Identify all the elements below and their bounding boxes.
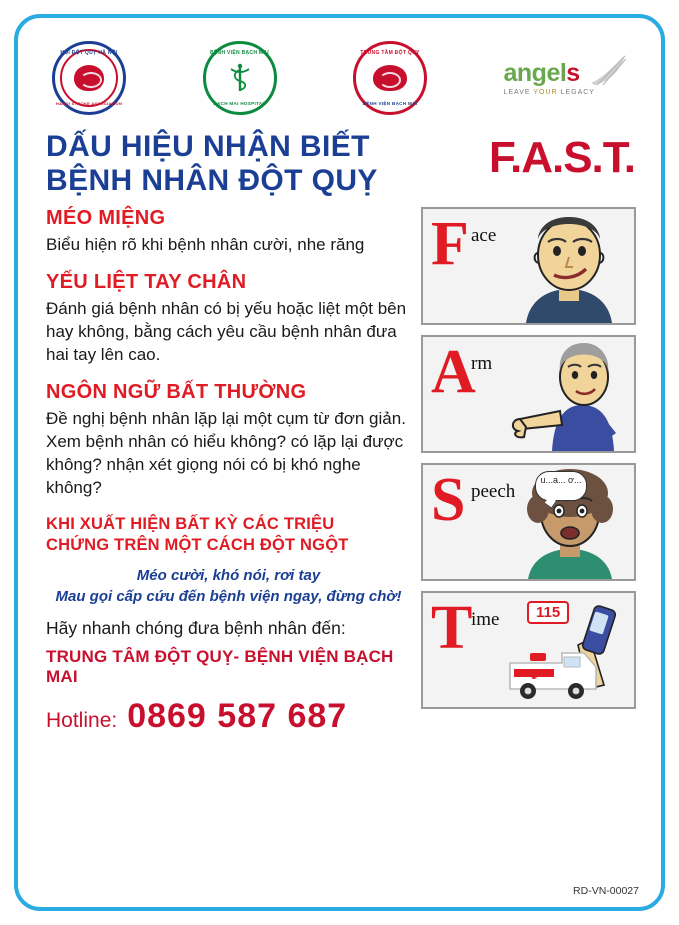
fast-letter-t: T bbox=[431, 594, 473, 663]
caduceus-icon bbox=[223, 61, 257, 95]
fast-word-time: ime bbox=[471, 609, 500, 631]
section-body-arm: Đánh giá bệnh nhân có bị yếu hoặc liệt một bên hay không, bằng cách yêu cầu bệnh nhân đưa hai tay lên cao. bbox=[46, 299, 407, 364]
angels-wordmark bbox=[503, 58, 580, 87]
section-body-face: Biểu hiện rõ khi bệnh nhân cười, nhe răng bbox=[46, 235, 365, 255]
bring-patient-text: Hãy nhanh chóng đưa bệnh nhân đến: bbox=[46, 618, 346, 639]
fast-card-face bbox=[421, 207, 636, 325]
fast-letter-f: F bbox=[431, 210, 469, 279]
page-title bbox=[46, 130, 378, 197]
logo-stroke-center-bach-mai bbox=[353, 41, 427, 115]
section-heading-arm: YẾU LIỆT TAY CHÂN bbox=[46, 271, 247, 294]
title-line-1: DẤU HIỆU NHẬN BIẾT bbox=[46, 130, 370, 163]
hotline-number[interactable]: 0869 587 687 bbox=[127, 697, 348, 736]
logo-bachmai-ring-bottom: BACH MAI HOSPITAL bbox=[213, 101, 266, 106]
fast-letter-a: A bbox=[431, 338, 476, 407]
brain-icon bbox=[373, 65, 407, 91]
logo-hanoi-ring-top: HỘI ĐỘT QUỴ HÀ NỘI bbox=[60, 50, 118, 56]
brain-icon bbox=[74, 65, 104, 91]
logo-bachmai-ring-top: BỆNH VIỆN BẠCH MAI bbox=[209, 50, 269, 56]
content bbox=[40, 201, 639, 736]
stroke-center-name: TRUNG TÂM ĐỘT QUỴ- BỆNH VIỆN BẠCH MAI bbox=[46, 647, 394, 687]
logo-angels bbox=[503, 58, 595, 96]
fast-card-time bbox=[421, 591, 636, 709]
angels-word-main: angel bbox=[503, 58, 567, 87]
angels-tagline bbox=[504, 89, 595, 96]
hotline-label: Hotline: bbox=[46, 709, 118, 733]
face-droop-illustration bbox=[504, 209, 634, 323]
title-line-2: BỆNH NHÂN ĐỘT QUỴ bbox=[46, 163, 378, 197]
alert-heading-line-2: CHỨNG TRÊN MỘT CÁCH ĐỘT NGỘT bbox=[46, 536, 349, 555]
emergency-number-badge: 115 bbox=[527, 601, 569, 624]
alert-blue-text bbox=[46, 565, 411, 609]
wing-icon bbox=[589, 53, 629, 87]
arm-weakness-illustration bbox=[504, 337, 634, 451]
fast-word-speech: peech bbox=[471, 481, 516, 503]
speech-bubble: u...a... ơ... bbox=[535, 471, 587, 501]
section-heading-face: MÉO MIỆNG bbox=[46, 207, 166, 230]
logo-strokecenter-ring-top: TRUNG TÂM ĐỘT QUỴ bbox=[360, 50, 420, 56]
alert-blue-line-1: Méo cười, khó nói, rơi tay bbox=[136, 566, 321, 584]
title-block bbox=[40, 120, 639, 201]
document-code: RD-VN-00027 bbox=[573, 885, 639, 897]
fast-word-face: ace bbox=[471, 225, 497, 247]
fast-letter-s: S bbox=[431, 466, 466, 535]
logo-hanoi-stroke-association bbox=[52, 41, 126, 115]
section-heading-speech: NGÔN NGỮ BẤT THƯỜNG bbox=[46, 380, 307, 403]
hotline-row bbox=[46, 697, 411, 736]
angels-tagline-legacy: LEGACY bbox=[560, 88, 595, 96]
alert-blue-line-2: Mau gọi cấp cứu đến bệnh viện ngay, đừng chờ! bbox=[55, 588, 402, 606]
section-body-speech: Đề nghị bệnh nhân lặp lại một cụm từ đơn giản. Xem bệnh nhân có hiểu không? có lặp lại được không? nhận xét giọng nói có bị khó nghe không? bbox=[46, 408, 406, 497]
logo-hanoi-ring-bottom: HANOI STROKE ASSOCIATION bbox=[55, 101, 123, 106]
alert-heading-line-1: KHI XUẤT HIỆN BẤT KỲ CÁC TRIỆU bbox=[46, 514, 335, 533]
logo-row bbox=[40, 34, 639, 120]
fast-card-arm bbox=[421, 335, 636, 453]
text-column bbox=[46, 207, 411, 736]
fast-word-arm: rm bbox=[471, 353, 493, 375]
fast-card-speech bbox=[421, 463, 636, 581]
angels-tagline-your: YOUR bbox=[533, 88, 558, 96]
logo-strokecenter-ring-bottom: BỆNH VIỆN BẠCH MAI bbox=[362, 101, 418, 106]
angels-tagline-leave: LEAVE bbox=[503, 88, 531, 96]
alert-heading bbox=[46, 514, 411, 557]
angels-word-s: s bbox=[566, 58, 580, 87]
poster-frame bbox=[14, 14, 665, 911]
logo-bach-mai-hospital bbox=[203, 41, 277, 115]
title-fast: F.A.S.T. bbox=[488, 133, 635, 182]
fast-cards bbox=[421, 207, 636, 736]
